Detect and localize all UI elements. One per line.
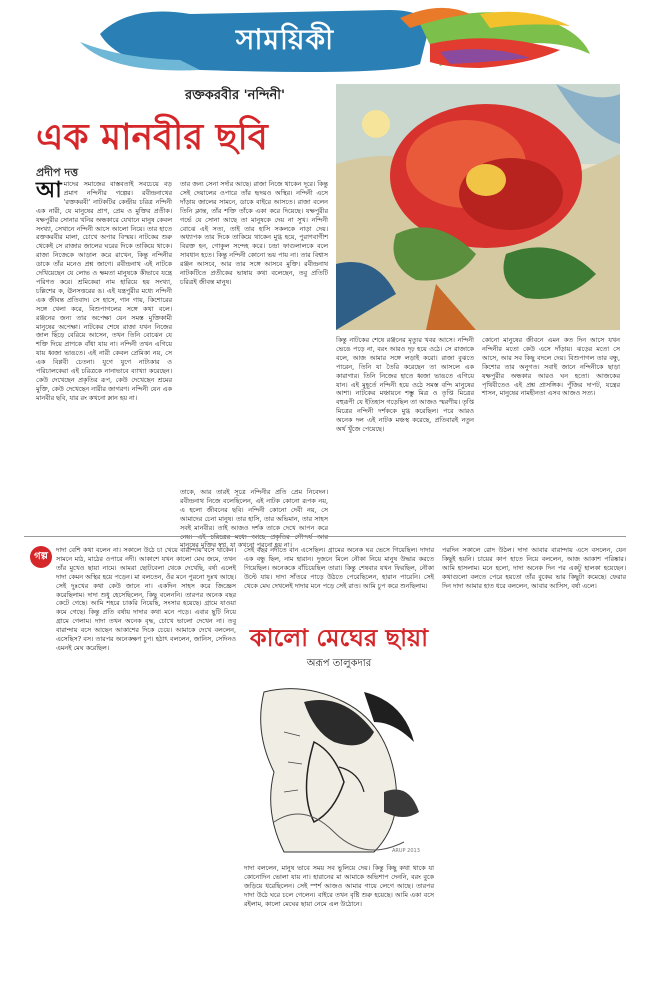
article-byline: প্রদীপ দত্ত — [36, 166, 79, 179]
story-title: কালো মেঘের ছায়া — [249, 623, 429, 652]
masthead-title: সাময়িকী — [235, 23, 335, 56]
article-column-5-text: তাকে, আর তারই সূত্রে নন্দিনীর প্রতি প্রেম নিবেদন। রবীন্দ্রনাথ নিজে বলেছিলেন, এই নাটক কোনো রূপক নয়, এ হলো জীবনের ছবি। নন্দিনী কোনো দেবী নয়, সে আমাদের চেনা মানুষ। তার হাসি, তার অভিমান, তার সাহস সবই মানবীর। তাই আজও দর্শক তাকে দেখে আপন করে মানুষের মুক্তির স্বপ্ন, যা কখনো পুরনো হয় না। — [180, 488, 328, 550]
article-column-4-text: কোনো মানুষের জীবনে এমন কত দিন আসে যখন নন্দিনীর মতো কেউ এসে দাঁড়ায়। ঝড়ের মতো সে আসে, আর সব কিছু বদলে দেয়। বিশুপাগল তার বন্ধু, কিশোর তার অনুগত। সবাই জানে নন্দিনীকে ছাড়া যক্ষপুরীর অন্ধকার আরও ঘন হতো। আজকের পৃথিবীতেও এই প্রশ্ন প্রাসঙ্গিক। পুঁজির দাপট, যন্ত্রের শাসন, মানুষের নামহীনতা এসব আজও সত্য। — [482, 336, 620, 398]
article-column-5 — [180, 488, 328, 550]
article-subtitle: রক্তকরবীর 'নন্দিনী' — [184, 88, 285, 103]
masthead — [60, 4, 600, 78]
article-column-3 — [336, 336, 474, 530]
article-column-4 — [482, 336, 620, 530]
article-painting — [336, 84, 620, 330]
article-headline: এক মানবীর ছবি — [36, 116, 268, 158]
article-column-1 — [36, 177, 172, 530]
story-illustration — [244, 672, 432, 860]
illustration-signature: ARUP 2013 — [392, 848, 420, 854]
article-column-1-text: মাদের সমাজের বাস্তবতাই সবচেয়ে বড় প্রমাণ নন্দিনীর গল্পের। রবীন্দ্রনাথের 'রক্তকরবী' নাটকটির কেন্দ্রীয় চরিত্র নন্দিনী এক নারী, যে মানুষের প্রাণ, প্রেম ও মুক্তির প্রতীক। যক্ষপুরীর সোনার খনির অন্ধকারে যেখানে মানুষ কেবল সংখ্যা, সেখানে নন্দিনী আসে আলো নিয়ে। তার হাতে রক্তকরবীর মালা, চোখে অপার বিস্ময়। নাটকের শুরু থেকেই সে রাজার জালের ঘরের দিকে তাকিয়ে থাকে। রাজা নিজেকে আড়াল করে রাখেন, কিন্তু নন্দিনীর ডাকে তাঁর মনেও প্রশ্ন জাগে। রবীন্দ্রনাথ এই নাটকে দেখিয়েছেন যে লোভ ও ক্ষমতা মানুষকে কীভাবে যন্ত্রে পরিণত করে। শ্রমিকেরা নাম হারিয়ে হয় সংখ্যা, চল্লিশের ক, ঊনসত্তরের ঙ। এই যন্ত্রপুরীর মধ্যে নন্দিনী এক জীবন্ত প্রতিবাদ। সে হাসে, গান গায়, কিশোরের সঙ্গে খেলা করে, বিশুপাগলের সঙ্গে কথা বলে। রঞ্জনের জন্য তার অপেক্ষা যেন সমস্ত মুক্তিকামী মানুষের অপেক্ষা। নাটকের শেষে রাজা যখন নিজের জাল ছিঁড়ে বেরিয়ে আসেন, তখন তিনি বোঝেন যে শক্তি দিয়ে প্রাণকে বাঁধা যায় না। নন্দিনী তখন এগিয়ে যায় ধ্বজা ভাঙতে। এই নারী কেবল প্রেমিকা নয়, সে এক বিপ্লবী চেতনা। যুগে যুগে নাট্যকার ও পরিচালকেরা এই চরিত্রকে নানাভাবে ব্যাখ্যা করেছেন। কেউ দেখেছেন প্রকৃতির রূপ, কেউ দেখেছেন শ্রমের মুক্তি, কেউ দেখেছেন নারীর জাগরণ। নন্দিনী যেন এক মানবীর ছবি, যার রং কখনো ম্লান হয় না। — [36, 180, 172, 402]
story-section-label: গল্প — [30, 546, 52, 568]
article-column-2-text: তার জন্য সেনা সর্দার আছে। রাজা নিজে থাকেন দূরে। কিন্তু সেই দেয়ালের ওপারে তাঁর হৃদয়ও অস্থির। নন্দিনী এসে দাঁড়ায় জালের সামনে, ডাকে বাইরে আসতে। রাজা বলেন তিনি ক্লান্ত, তাঁর শক্তি তাঁকে একা করে দিয়েছে। যক্ষপুরীর গর্ভে যে সোনা আছে তা মানুষকে দেয় না সুখ। নন্দিনী বোঝে এই সত্য, তাই তার হাসি সকলকে নাড়া দেয়। অধ্যাপক তার দিকে তাকিয়ে থাকেন মুগ্ধ হয়ে, পুরাণবাগীশ বিরক্ত হন, গোকুল সন্দেহ করে। চন্দ্রা ফাগুলালকে বলে সাবধান হতে। কিন্তু নন্দিনী কোনো ভয় পায় না। তার বিশ্বাস রঞ্জন আসবে, আর তার সঙ্গে আসবে মুক্তি। রবীন্দ্রনাথ নাটকটিতে প্রতীকের ভাষায় কথা বলেছেন, তবু প্রতিটি চরিত্রই জীবন্ত মানুষ। — [180, 180, 328, 286]
article-dropcap: আ — [36, 177, 62, 203]
article-column-2 — [180, 180, 328, 530]
section-divider — [24, 536, 626, 537]
story-column-3 — [244, 864, 434, 974]
story-column-4-text: পরদিন সকালে রোদ উঠল। দাদা আবার বারান্দায় এসে বসলেন, যেন কিছুই হয়নি। চায়ের কাপ হাতে নিয়ে বললেন, আজ আকাশ পরিষ্কার। আমি হাসলাম। মনে হলো, দাদা অনেক দিন পর একটু হালকা হয়েছেন। কথাগুলো বলতে পেরে হয়তো তাঁর বুকের ভার কিছুটা কমেছে। ফেরার দিন দাদা আমার হাত ধরে বললেন, আবার আসিস, বর্ষা এলে। — [442, 546, 626, 590]
story-column-2 — [244, 546, 434, 616]
story-column-1-text: দাদা বেশি কথা বলেন না। সকালে উঠে চা খেয়ে বারান্দায় বসে থাকেন। সামনে মাঠ, মাঠের ওপারে নদী। আকাশে যখন কালো মেঘ জমে, তখন তাঁর মুখেও ছায়া নামে। আমরা ছোটবেলা থেকে দেখেছি, বর্ষা এলেই দাদা কেমন অস্থির হয়ে পড়েন। মা বলতেন, ওঁর মনে পুরনো দুঃখ আছে। সেই দুঃখের কথা কেউ জানে না। একদিন সাহস করে জিজ্ঞেস করেছিলাম। দাদা শুধু হেসেছিলেন, কিছু বলেননি। তারপর অনেক বছর কেটে গেছে। আমি শহরে চাকরি নিয়েছি, সংসার হয়েছে। গ্রামে যাওয়া কমে গেছে। কিন্তু প্রতি বর্ষায় দাদার কথা মনে পড়ে। এবার ছুটি নিয়ে গ্রামে গেলাম। দাদা তখন অনেক বৃদ্ধ, চোখে ভালো দেখেন না। তবু বারান্দায় বসে আছেন আকাশের দিকে চেয়ে। আমাকে দেখে বললেন, এসেছিস? বস। তারপর অনেকক্ষণ চুপ। হঠাৎ বললেন, জানিস, সেদিনও এমনই মেঘ করেছিল। — [56, 546, 236, 652]
article-column-3-text: কিন্তু নাটকের শেষে রঞ্জনের মৃত্যুর খবর আসে। নন্দিনী ভেঙে পড়ে না, বরং আরও দৃঢ় হয়ে ওঠে। সে রাজাকে বলে, আজ আমার সঙ্গে লড়াই করো। রাজা বুঝতে পারেন, তিনি যা তৈরি করেছেন তা আসলে এক কারাগার। তিনি নিজের হাতে ধ্বজা ভাঙতে এগিয়ে যান। এই মুহূর্তে নন্দিনী হয়ে ওঠে সমস্ত বন্দি মানুষের আশা। নাটকের মঞ্চায়নে শম্ভু মিত্র ও তৃপ্তি মিত্রের বহুরূপী যে ইতিহাস গড়েছিল তা আজও স্মরণীয়। তৃপ্তি মিত্রের নন্দিনী দর্শককে মুগ্ধ করেছিল। পরে আরও অনেক দল এই নাটক মঞ্চস্থ করেছে, প্রতিবারই নতুন অর্থ খুঁজে পেয়েছে। — [336, 336, 474, 434]
story-column-2-text: সেই বছর নদীতে বান এসেছিল। গ্রামের অনেক ঘর ভেসে গিয়েছিল। দাদার এক বন্ধু ছিল, নাম হারান। দুজনে মিলে নৌকা নিয়ে মানুষ উদ্ধার করতে গিয়েছিল। অনেককে বাঁচিয়েছিল তারা। কিন্তু শেষবার যখন ফিরছিল, নৌকা উল্টে যায়। দাদা সাঁতরে পাড়ে উঠতে পেরেছিলেন, হারান পারেনি। সেই থেকে মেঘ দেখলেই দাদার মনে পড়ে সেই রাত। আমি চুপ করে শুনছিলাম। — [244, 546, 434, 590]
story-column-4 — [442, 546, 626, 974]
story-column-3-text: দাদা বললেন, মানুষ ভাবে সময় সব ভুলিয়ে দেয়। কিন্তু কিছু কথা থাকে যা কোনোদিন ভোলা যায় না। হারানের মা আমাকে অভিশাপ দেননি, বরং বুকে জড়িয়ে ধরেছিলেন। সেই স্পর্শ আজও আমার গায়ে লেগে আছে। তারপর দাদা উঠে ঘরে চলে গেলেন। বাইরে তখন বৃষ্টি শুরু হয়েছে। আমি একা বসে রইলাম, কালো মেঘের ছায়া নেমে এল উঠোনে। — [244, 864, 434, 908]
story-byline: অরূপ তালুকদার — [306, 658, 372, 669]
story-column-1 — [56, 546, 236, 974]
